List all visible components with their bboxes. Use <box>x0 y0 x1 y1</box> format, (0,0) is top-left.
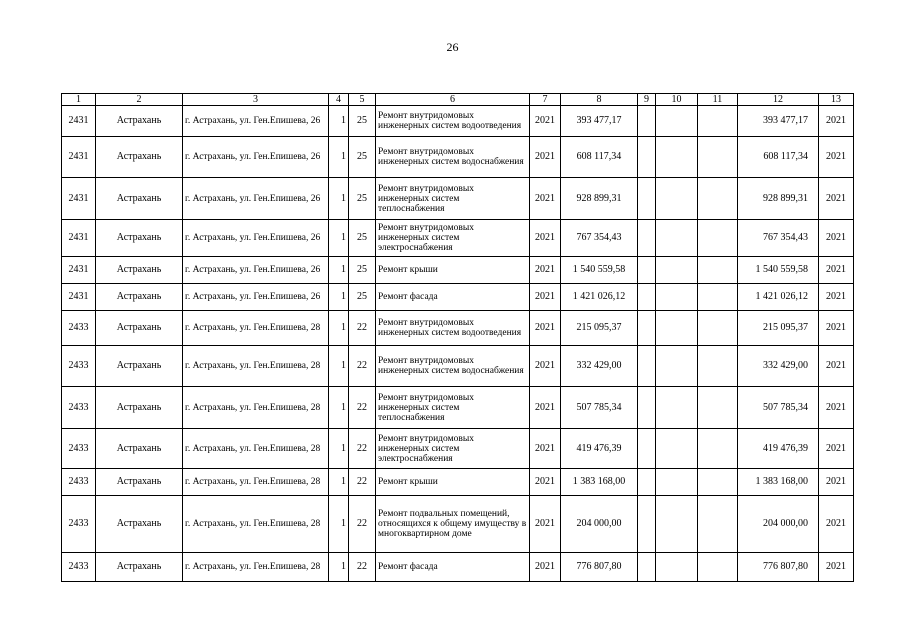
col9-cell <box>638 387 656 429</box>
col9-cell <box>638 496 656 553</box>
entrances-cell: 1 <box>329 429 349 469</box>
col11-cell <box>698 553 738 582</box>
col9-cell <box>638 178 656 220</box>
column-header: 7 <box>530 94 561 106</box>
apartments-cell: 25 <box>349 106 376 137</box>
cost-cell: 1 383 168,00 <box>561 469 638 496</box>
cost-cell: 332 429,00 <box>561 346 638 387</box>
object-code-cell: 2433 <box>62 311 96 346</box>
entrances-cell: 1 <box>329 311 349 346</box>
year-cell: 2021 <box>530 220 561 257</box>
work-type-cell: Ремонт подвальных помещений, относящихся к общему имуществу в многоквартирном доме <box>376 496 530 553</box>
entrances-cell: 1 <box>329 553 349 582</box>
year-cell: 2021 <box>530 553 561 582</box>
table-row <box>62 220 854 257</box>
address-cell: г. Астрахань, ул. Ген.Епишева, 28 <box>183 469 329 496</box>
cost-cell: 393 477,17 <box>561 106 638 137</box>
municipality-cell: Астрахань <box>96 553 183 582</box>
year-cell: 2021 <box>530 257 561 284</box>
object-code-cell: 2433 <box>62 387 96 429</box>
apartments-cell: 22 <box>349 387 376 429</box>
apartments-cell: 22 <box>349 346 376 387</box>
column-header: 1 <box>62 94 96 106</box>
work-type-cell: Ремонт внутридомовых инженерных систем теплоснабжения <box>376 178 530 220</box>
completion-year-cell: 2021 <box>819 220 854 257</box>
year-cell: 2021 <box>530 469 561 496</box>
apartments-cell: 22 <box>349 429 376 469</box>
municipality-cell: Астрахань <box>96 346 183 387</box>
col10-cell <box>656 106 698 137</box>
apartments-cell: 25 <box>349 178 376 220</box>
col9-cell <box>638 257 656 284</box>
table-row <box>62 553 854 582</box>
address-cell: г. Астрахань, ул. Ген.Епишева, 26 <box>183 284 329 311</box>
completion-year-cell: 2021 <box>819 387 854 429</box>
work-type-cell: Ремонт внутридомовых инженерных систем теплоснабжения <box>376 387 530 429</box>
work-type-cell: Ремонт крыши <box>376 257 530 284</box>
completion-year-cell: 2021 <box>819 496 854 553</box>
column-header: 4 <box>329 94 349 106</box>
column-header: 5 <box>349 94 376 106</box>
municipality-cell: Астрахань <box>96 311 183 346</box>
address-cell: г. Астрахань, ул. Ген.Епишева, 28 <box>183 311 329 346</box>
object-code-cell: 2433 <box>62 553 96 582</box>
table-row <box>62 284 854 311</box>
object-code-cell: 2431 <box>62 137 96 178</box>
apartments-cell: 25 <box>349 137 376 178</box>
col11-cell <box>698 137 738 178</box>
year-cell: 2021 <box>530 346 561 387</box>
object-code-cell: 2431 <box>62 257 96 284</box>
address-cell: г. Астрахань, ул. Ген.Епишева, 28 <box>183 387 329 429</box>
object-code-cell: 2433 <box>62 346 96 387</box>
table-row <box>62 346 854 387</box>
table-row <box>62 387 854 429</box>
col9-cell <box>638 311 656 346</box>
municipality-cell: Астрахань <box>96 469 183 496</box>
col10-cell <box>656 220 698 257</box>
col11-cell <box>698 257 738 284</box>
year-cell: 2021 <box>530 284 561 311</box>
cost-cell: 1 540 559,58 <box>561 257 638 284</box>
work-type-cell: Ремонт фасада <box>376 284 530 311</box>
col10-cell <box>656 137 698 178</box>
work-type-cell: Ремонт внутридомовых инженерных систем водоснабжения <box>376 346 530 387</box>
col10-cell <box>656 496 698 553</box>
object-code-cell: 2433 <box>62 469 96 496</box>
col10-cell <box>656 429 698 469</box>
col9-cell <box>638 346 656 387</box>
col9-cell <box>638 284 656 311</box>
col11-cell <box>698 346 738 387</box>
completion-year-cell: 2021 <box>819 311 854 346</box>
cost-cell: 215 095,37 <box>561 311 638 346</box>
object-code-cell: 2431 <box>62 106 96 137</box>
cost-cell: 928 899,31 <box>561 178 638 220</box>
object-code-cell: 2431 <box>62 220 96 257</box>
total-cost-cell: 393 477,17 <box>738 106 819 137</box>
object-code-cell: 2433 <box>62 429 96 469</box>
table-row <box>62 496 854 553</box>
total-cost-cell: 1 421 026,12 <box>738 284 819 311</box>
object-code-cell: 2431 <box>62 284 96 311</box>
table-row <box>62 429 854 469</box>
col11-cell <box>698 284 738 311</box>
completion-year-cell: 2021 <box>819 429 854 469</box>
col10-cell <box>656 553 698 582</box>
entrances-cell: 1 <box>329 257 349 284</box>
column-header: 11 <box>698 94 738 106</box>
col11-cell <box>698 387 738 429</box>
table-row <box>62 257 854 284</box>
col10-cell <box>656 311 698 346</box>
col9-cell <box>638 137 656 178</box>
column-header: 12 <box>738 94 819 106</box>
work-type-cell: Ремонт внутридомовых инженерных систем водоснабжения <box>376 137 530 178</box>
municipality-cell: Астрахань <box>96 106 183 137</box>
entrances-cell: 1 <box>329 387 349 429</box>
column-header: 6 <box>376 94 530 106</box>
col10-cell <box>656 178 698 220</box>
entrances-cell: 1 <box>329 284 349 311</box>
total-cost-cell: 928 899,31 <box>738 178 819 220</box>
table-row <box>62 469 854 496</box>
year-cell: 2021 <box>530 178 561 220</box>
cost-cell: 1 421 026,12 <box>561 284 638 311</box>
total-cost-cell: 1 383 168,00 <box>738 469 819 496</box>
municipality-cell: Астрахань <box>96 387 183 429</box>
col11-cell <box>698 469 738 496</box>
total-cost-cell: 1 540 559,58 <box>738 257 819 284</box>
municipality-cell: Астрахань <box>96 257 183 284</box>
total-cost-cell: 204 000,00 <box>738 496 819 553</box>
table-row <box>62 178 854 220</box>
entrances-cell: 1 <box>329 346 349 387</box>
work-type-cell: Ремонт внутридомовых инженерных систем электроснабжения <box>376 220 530 257</box>
completion-year-cell: 2021 <box>819 284 854 311</box>
table-row <box>62 137 854 178</box>
page-number: 26 <box>446 40 459 54</box>
municipality-cell: Астрахань <box>96 496 183 553</box>
entrances-cell: 1 <box>329 496 349 553</box>
total-cost-cell: 419 476,39 <box>738 429 819 469</box>
work-type-cell: Ремонт внутридомовых инженерных систем электроснабжения <box>376 429 530 469</box>
year-cell: 2021 <box>530 387 561 429</box>
municipality-cell: Астрахань <box>96 284 183 311</box>
total-cost-cell: 608 117,34 <box>738 137 819 178</box>
completion-year-cell: 2021 <box>819 553 854 582</box>
completion-year-cell: 2021 <box>819 106 854 137</box>
total-cost-cell: 776 807,80 <box>738 553 819 582</box>
address-cell: г. Астрахань, ул. Ген.Епишева, 28 <box>183 553 329 582</box>
col9-cell <box>638 220 656 257</box>
column-header: 8 <box>561 94 638 106</box>
column-header: 2 <box>96 94 183 106</box>
work-type-cell: Ремонт крыши <box>376 469 530 496</box>
col9-cell <box>638 106 656 137</box>
object-code-cell: 2431 <box>62 178 96 220</box>
col9-cell <box>638 553 656 582</box>
apartments-cell: 25 <box>349 257 376 284</box>
municipality-cell: Астрахань <box>96 137 183 178</box>
work-type-cell: Ремонт внутридомовых инженерных систем водоотведения <box>376 311 530 346</box>
column-header: 10 <box>656 94 698 106</box>
year-cell: 2021 <box>530 137 561 178</box>
completion-year-cell: 2021 <box>819 469 854 496</box>
col10-cell <box>656 346 698 387</box>
completion-year-cell: 2021 <box>819 137 854 178</box>
apartments-cell: 22 <box>349 311 376 346</box>
entrances-cell: 1 <box>329 178 349 220</box>
year-cell: 2021 <box>530 106 561 137</box>
cost-cell: 507 785,34 <box>561 387 638 429</box>
col10-cell <box>656 284 698 311</box>
col11-cell <box>698 429 738 469</box>
address-cell: г. Астрахань, ул. Ген.Епишева, 26 <box>183 178 329 220</box>
apartments-cell: 22 <box>349 496 376 553</box>
address-cell: г. Астрахань, ул. Ген.Епишева, 28 <box>183 346 329 387</box>
completion-year-cell: 2021 <box>819 257 854 284</box>
cost-cell: 608 117,34 <box>561 137 638 178</box>
apartments-cell: 22 <box>349 469 376 496</box>
apartments-cell: 25 <box>349 220 376 257</box>
col9-cell <box>638 469 656 496</box>
entrances-cell: 1 <box>329 137 349 178</box>
total-cost-cell: 767 354,43 <box>738 220 819 257</box>
address-cell: г. Астрахань, ул. Ген.Епишева, 28 <box>183 496 329 553</box>
cost-cell: 419 476,39 <box>561 429 638 469</box>
work-type-cell: Ремонт фасада <box>376 553 530 582</box>
address-cell: г. Астрахань, ул. Ген.Епишева, 26 <box>183 257 329 284</box>
col11-cell <box>698 311 738 346</box>
column-number-row <box>62 94 854 106</box>
cost-cell: 776 807,80 <box>561 553 638 582</box>
entrances-cell: 1 <box>329 106 349 137</box>
col11-cell <box>698 496 738 553</box>
year-cell: 2021 <box>530 429 561 469</box>
col9-cell <box>638 429 656 469</box>
total-cost-cell: 215 095,37 <box>738 311 819 346</box>
table-row <box>62 311 854 346</box>
total-cost-cell: 507 785,34 <box>738 387 819 429</box>
work-type-cell: Ремонт внутридомовых инженерных систем водоотведения <box>376 106 530 137</box>
apartments-cell: 22 <box>349 553 376 582</box>
cost-cell: 767 354,43 <box>561 220 638 257</box>
column-header: 13 <box>819 94 854 106</box>
col11-cell <box>698 178 738 220</box>
apartments-cell: 25 <box>349 284 376 311</box>
address-cell: г. Астрахань, ул. Ген.Епишева, 26 <box>183 137 329 178</box>
municipality-cell: Астрахань <box>96 178 183 220</box>
address-cell: г. Астрахань, ул. Ген.Епишева, 28 <box>183 429 329 469</box>
col10-cell <box>656 469 698 496</box>
table-row <box>62 106 854 137</box>
col10-cell <box>656 387 698 429</box>
completion-year-cell: 2021 <box>819 178 854 220</box>
year-cell: 2021 <box>530 496 561 553</box>
total-cost-cell: 332 429,00 <box>738 346 819 387</box>
col11-cell <box>698 220 738 257</box>
municipality-cell: Астрахань <box>96 220 183 257</box>
completion-year-cell: 2021 <box>819 346 854 387</box>
col11-cell <box>698 106 738 137</box>
municipality-cell: Астрахань <box>96 429 183 469</box>
column-header: 3 <box>183 94 329 106</box>
year-cell: 2021 <box>530 311 561 346</box>
column-header: 9 <box>638 94 656 106</box>
address-cell: г. Астрахань, ул. Ген.Епишева, 26 <box>183 106 329 137</box>
address-cell: г. Астрахань, ул. Ген.Епишева, 26 <box>183 220 329 257</box>
entrances-cell: 1 <box>329 469 349 496</box>
col10-cell <box>656 257 698 284</box>
object-code-cell: 2433 <box>62 496 96 553</box>
repair-register-table <box>61 93 854 582</box>
cost-cell: 204 000,00 <box>561 496 638 553</box>
entrances-cell: 1 <box>329 220 349 257</box>
